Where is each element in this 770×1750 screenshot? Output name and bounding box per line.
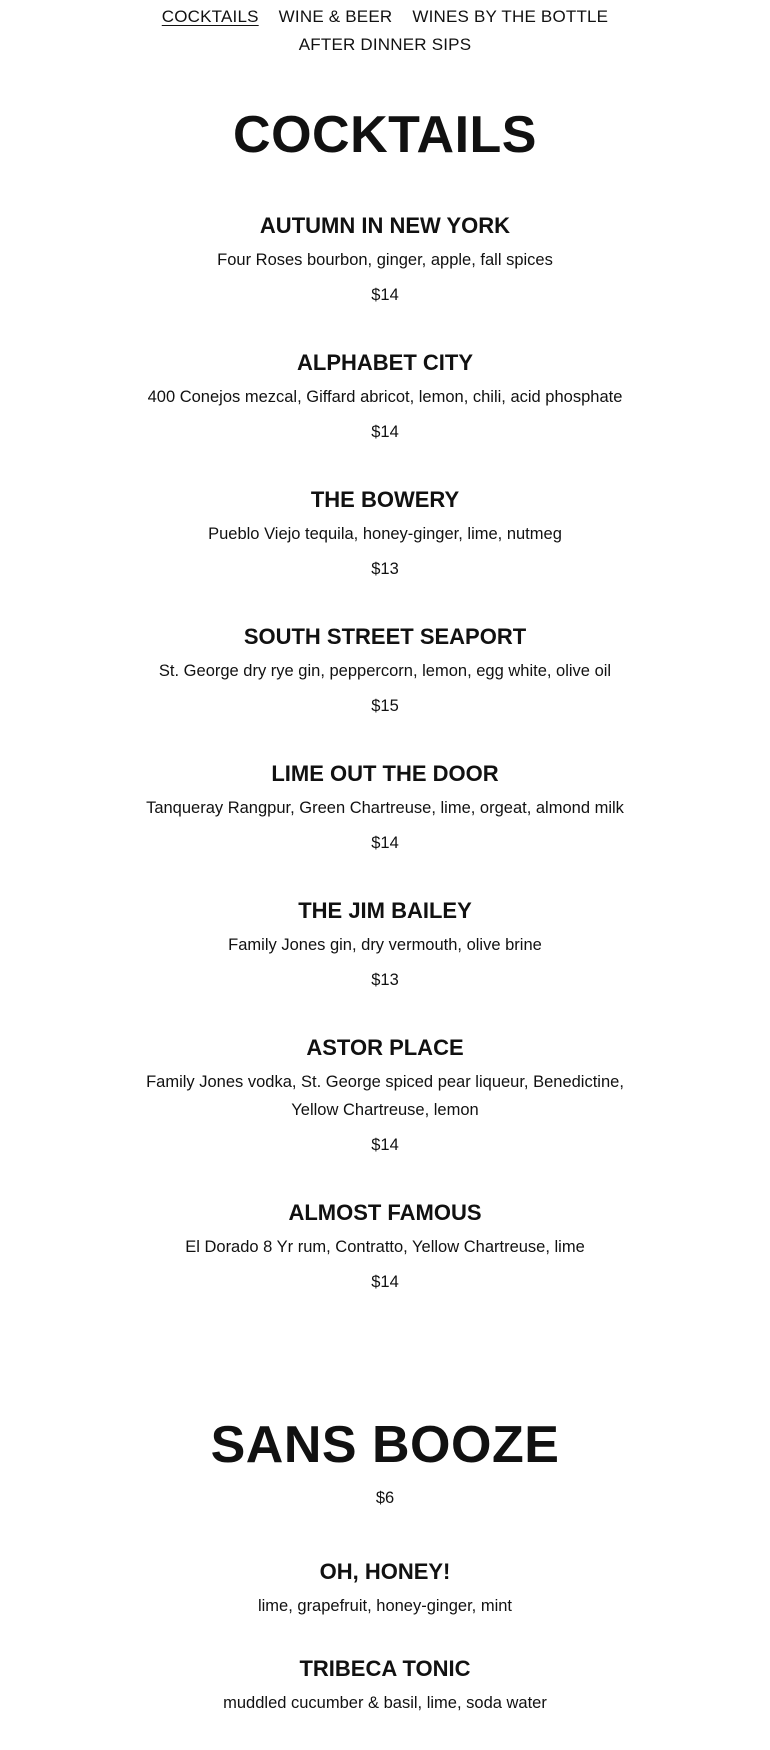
item-name: THE BOWERY (310, 487, 460, 512)
nav-link-after-dinner-sips[interactable]: AFTER DINNER SIPS (298, 35, 472, 54)
item-name: LIME OUT THE DOOR (271, 761, 499, 786)
item-name: TRIBECA TONIC (299, 1656, 471, 1681)
item-description: Four Roses bourbon, ginger, apple, fall spices (217, 251, 553, 269)
cocktails-title: COCKTAILS (233, 106, 537, 164)
item-description: Family Jones vodka, St. George spiced pear liqueur, Benedictine, Yellow Chartreuse, lemon (146, 1073, 624, 1119)
item-name: AUTUMN IN NEW YORK (259, 213, 511, 238)
item-name: ASTOR PLACE (306, 1035, 464, 1060)
item-price: $14 (371, 1136, 399, 1154)
item-price: $15 (371, 697, 399, 715)
menu-item (0, 211, 770, 306)
menu-item (0, 896, 770, 991)
menu-item (0, 485, 770, 580)
item-price: $14 (371, 286, 399, 304)
item-name: ALPHABET CITY (297, 350, 473, 375)
item-description: St. George dry rye gin, peppercorn, lemon, egg white, olive oil (158, 662, 612, 680)
cocktail-list (0, 211, 770, 1293)
item-description: 400 Conejos mezcal, Giffard abricot, lemon, chili, acid phosphate (147, 388, 623, 406)
sans-booze-list (0, 1557, 770, 1717)
menu-item (0, 1033, 770, 1156)
item-description: Pueblo Viejo tequila, honey-ginger, lime, nutmeg (208, 525, 562, 543)
item-description: Tanqueray Rangpur, Green Chartreuse, lime, orgeat, almond milk (146, 799, 624, 817)
menu-item (0, 1654, 770, 1717)
sans-booze-price: $6 (375, 1489, 395, 1507)
cocktails-section (0, 105, 770, 1293)
nav-link-wines-by-the-bottle[interactable]: WINES BY THE BOTTLE (412, 7, 609, 26)
nav-row-1 (0, 3, 770, 31)
sans-booze-section (0, 1415, 770, 1717)
menu-item (0, 1198, 770, 1293)
menu-item (0, 622, 770, 717)
menu-item (0, 348, 770, 443)
menu-nav (0, 0, 770, 59)
item-price: $14 (371, 1273, 399, 1291)
item-price: $13 (371, 560, 399, 578)
item-name: OH, HONEY! (319, 1559, 451, 1584)
item-description: Family Jones gin, dry vermouth, olive brine (228, 936, 542, 954)
item-description: muddled cucumber & basil, lime, soda water (223, 1694, 547, 1712)
item-description: El Dorado 8 Yr rum, Contratto, Yellow Chartreuse, lime (185, 1238, 585, 1256)
sans-booze-title: SANS BOOZE (210, 1416, 560, 1474)
item-price: $13 (371, 971, 399, 989)
menu-item (0, 759, 770, 854)
item-price: $14 (371, 423, 399, 441)
nav-link-wine-beer[interactable]: WINE & BEER (278, 7, 393, 26)
nav-link-cocktails[interactable]: COCKTAILS (161, 7, 259, 26)
item-name: SOUTH STREET SEAPORT (243, 624, 527, 649)
item-name: THE JIM BAILEY (298, 898, 472, 923)
item-price: $14 (371, 834, 399, 852)
item-description: lime, grapefruit, honey-ginger, mint (257, 1597, 513, 1615)
nav-row-2 (0, 31, 770, 59)
item-name: ALMOST FAMOUS (288, 1200, 482, 1225)
menu-item (0, 1557, 770, 1620)
